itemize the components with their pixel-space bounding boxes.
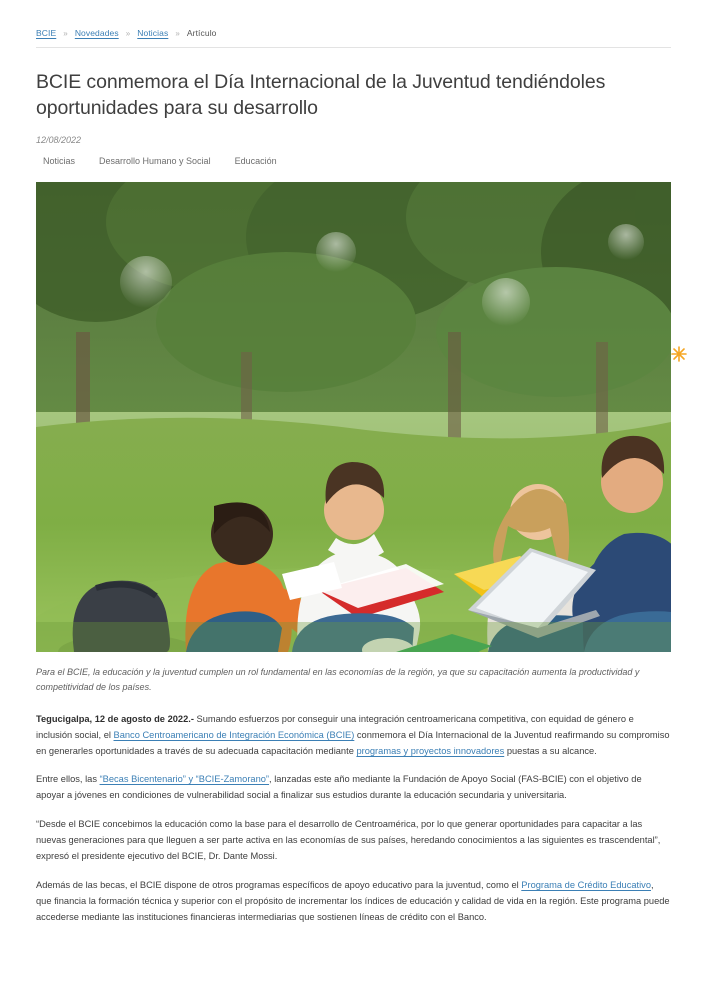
page-title: BCIE conmemora el Día Internacional de la Juventud tendiéndoles oportunidades para su desarrollo — [36, 71, 606, 119]
body-link[interactable]: Banco Centroamericano de Integración Económica (BCIE) — [113, 729, 355, 740]
article-date: 12/08/2022 — [36, 134, 82, 145]
breadcrumb-item-novedades[interactable]: Novedades — [74, 28, 119, 38]
body-link[interactable]: Programa de Crédito Educativo — [521, 880, 651, 891]
article-hero-image — [36, 182, 671, 652]
tag-desarrollo-humano-y-social[interactable]: Desarrollo Humano y Social — [99, 155, 211, 166]
tag-noticias[interactable]: Noticias — [43, 155, 76, 166]
body-link[interactable]: programas y proyectos innovadores — [356, 745, 505, 756]
body-text-run: Entre ellos, las — [36, 774, 100, 785]
paragraph-1 — [36, 712, 671, 760]
tag-educacion[interactable]: Educación — [234, 155, 277, 166]
body-dateline: Tegucigalpa, 12 de agosto de 2022.- — [36, 713, 194, 724]
paragraph-4 — [36, 878, 671, 926]
breadcrumb-separator: » — [175, 28, 180, 38]
body-link[interactable]: “Becas Bicentenario” y “BCIE-Zamorano” — [99, 774, 270, 785]
image-caption: Para el BCIE, la educación y la juventud cumplen un rol fundamental en las economías de la región, ya que su capacitación aumenta la productividad y competitividad de los países. — [36, 666, 640, 692]
breadcrumb — [36, 28, 671, 48]
breadcrumb-separator: » — [63, 28, 68, 38]
body-text-run: Además de las becas, el BCIE dispone de otros programas específicos de apoyo educativo para la juventud, como el — [36, 880, 522, 891]
body-text-run: puestas a su alcance. — [504, 745, 597, 756]
body-text-run: Sumando esfuerzos por conseguir una integración centroamericana competitiva, con equidad de género e inclusión social, el — [36, 713, 634, 740]
sparkle-icon — [671, 346, 687, 362]
body-text-run: , lanzadas este año mediante la Fundación de Apoyo Social (FAS-BCIE) con el objetivo de apoyar a jóvenes en condiciones de vulnerabilidad social a finalizar sus estudios durante la educación secundaria y universitaria. — [36, 774, 642, 801]
paragraph-2 — [36, 772, 671, 804]
paragraph-3 — [36, 817, 671, 865]
article-body — [36, 712, 671, 927]
body-text-run: “Desde el BCIE concebimos la educación como la base para el desarrollo de Centroamérica, por lo que generar oportunidades para capacitar a las nuevas generaciones para que lleguen a ser parte activa en las economías de sus países, heredando conocimientos a las siguientes es trascendental”, expresó el presidente ejecutivo del BCIE, Dr. Dante Mossi. — [36, 819, 661, 862]
body-text-run: conmemora el Día Internacional de la Juventud reafirmando su compromiso en generarles oportunidades a través de su adecuada capacitación mediante — [36, 729, 670, 756]
tag-list — [36, 156, 671, 166]
breadcrumb-item-noticias[interactable]: Noticias — [137, 28, 169, 38]
breadcrumb-item-bcie[interactable]: BCIE — [36, 28, 57, 38]
hero-image-wrapper — [36, 182, 671, 652]
breadcrumb-separator: » — [125, 28, 131, 38]
body-text-run: , que financia la formación técnica y superior con el propósito de incrementar los índices de educación y calidad de vida en la región. Este programa puede accederse mediante las instituciones financieras intermediarias que sostienen líneas de crédito con el Banco. — [36, 880, 670, 923]
breadcrumb-item-articulo: Artículo — [186, 28, 217, 38]
